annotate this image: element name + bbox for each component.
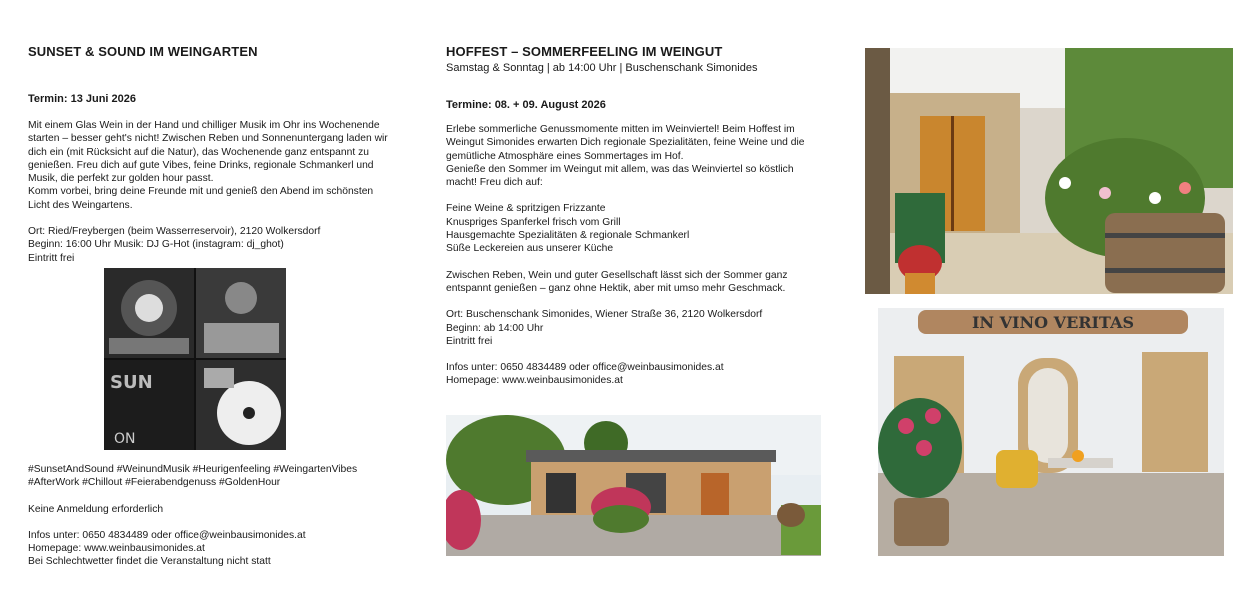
event-date-hoffest: Termine: 08. + 09. August 2026	[446, 99, 606, 111]
garden-door-photo	[865, 48, 1233, 294]
dj-photo-collage	[104, 268, 286, 450]
event-title-hoffest: HOFFEST – SOMMERFEELING IM WEINGUT	[446, 44, 723, 59]
event-subtitle-hoffest: Samstag & Sonntag | ab 14:00 Uhr | Buschenschank Simonides	[446, 62, 758, 74]
svg-text:ON: ON	[114, 431, 136, 447]
event-date-sunset: Termin: 13 Juni 2026	[28, 93, 137, 105]
intro-text-hoffest: Erlebe sommerliche Genussmomente mitten im Weinviertel! Beim Hoffest im Weingut Simonides erwarten Dich regionale Spezialitäten, feine Weine und die gemütliche Atmosphäre eines Sommertages im Hof. Genieße den Sommer im Weingut mit allem, was das Weinviertel so köstlich macht! Freu dich auf:	[446, 124, 805, 189]
offers-list-hoffest: Feine Weine & spritzigen Frizzante Knuspriges Spanferkel frisch vom Grill Hausgemachte Spezialitäten & regionale Schmankerl Süße Leckereien aus unserer Küche	[446, 203, 690, 255]
hashtags-sunset: #SunsetAndSound #WeinundMusik #Heurigenfeeling #WeingartenVibes #AfterWork #Chillout #Feierabendgenuss #GoldenHour	[28, 464, 358, 489]
svg-text:SUN: SUN	[110, 372, 153, 393]
in-vino-veritas-patio-photo	[878, 308, 1224, 556]
intro-text-sunset: Mit einem Glas Wein in der Hand und chilliger Musik im Ohr ins Wochenende starten – besser geht's nicht! Zwischen Reben und Sonnenuntergang laden wir dich ein (mit Rücksicht auf die Natur), das Wochenende ganz entspannt zu genießen. Freu dich auf gute Vibes, feine Drinks, regionale Schmankerl und Musik, die perfekt zur golden hour passt. Komm vorbei, bring deine Freunde mit und genieß den Abend im schönsten Licht des Weingartens.	[28, 120, 388, 211]
left-column	[28, 44, 398, 265]
middle-column	[446, 44, 826, 388]
outro-text-hoffest: Zwischen Reben, Wein und guter Gesellschaft lässt sich der Sommer ganz entspannt genießen – ganz ohne Hektik, aber mit umso mehr Geschmack.	[446, 269, 788, 294]
registration-note: Keine Anmeldung erforderlich	[28, 503, 164, 515]
left-column-bottom	[28, 463, 398, 569]
in-vino-veritas-sign: IN VINO VERITAS	[971, 313, 1135, 332]
contact-sunset: Infos unter: 0650 4834489 oder office@weinbausimonides.at Homepage: www.weinbausimonides.at Bei Schlechtwetter findet die Veranstaltung nicht statt	[28, 529, 306, 568]
courtyard-building-photo	[446, 415, 821, 556]
contact-hoffest: Infos unter: 0650 4834489 oder office@weinbausimonides.at Homepage: www.weinbausimonides.at	[446, 362, 724, 387]
location-details-sunset: Ort: Ried/Freybergen (beim Wasserreservoir), 2120 Wolkersdorf Beginn: 16:00 Uhr Musik: DJ G-Hot (instagram: dj_ghot) Eintritt frei	[28, 226, 321, 264]
event-title-sunset: SUNSET & SOUND IM WEINGARTEN	[28, 44, 258, 59]
location-details-hoffest: Ort: Buschenschank Simonides, Wiener Straße 36, 2120 Wolkersdorf Beginn: ab 14:00 Uhr Eintritt frei	[446, 309, 763, 347]
